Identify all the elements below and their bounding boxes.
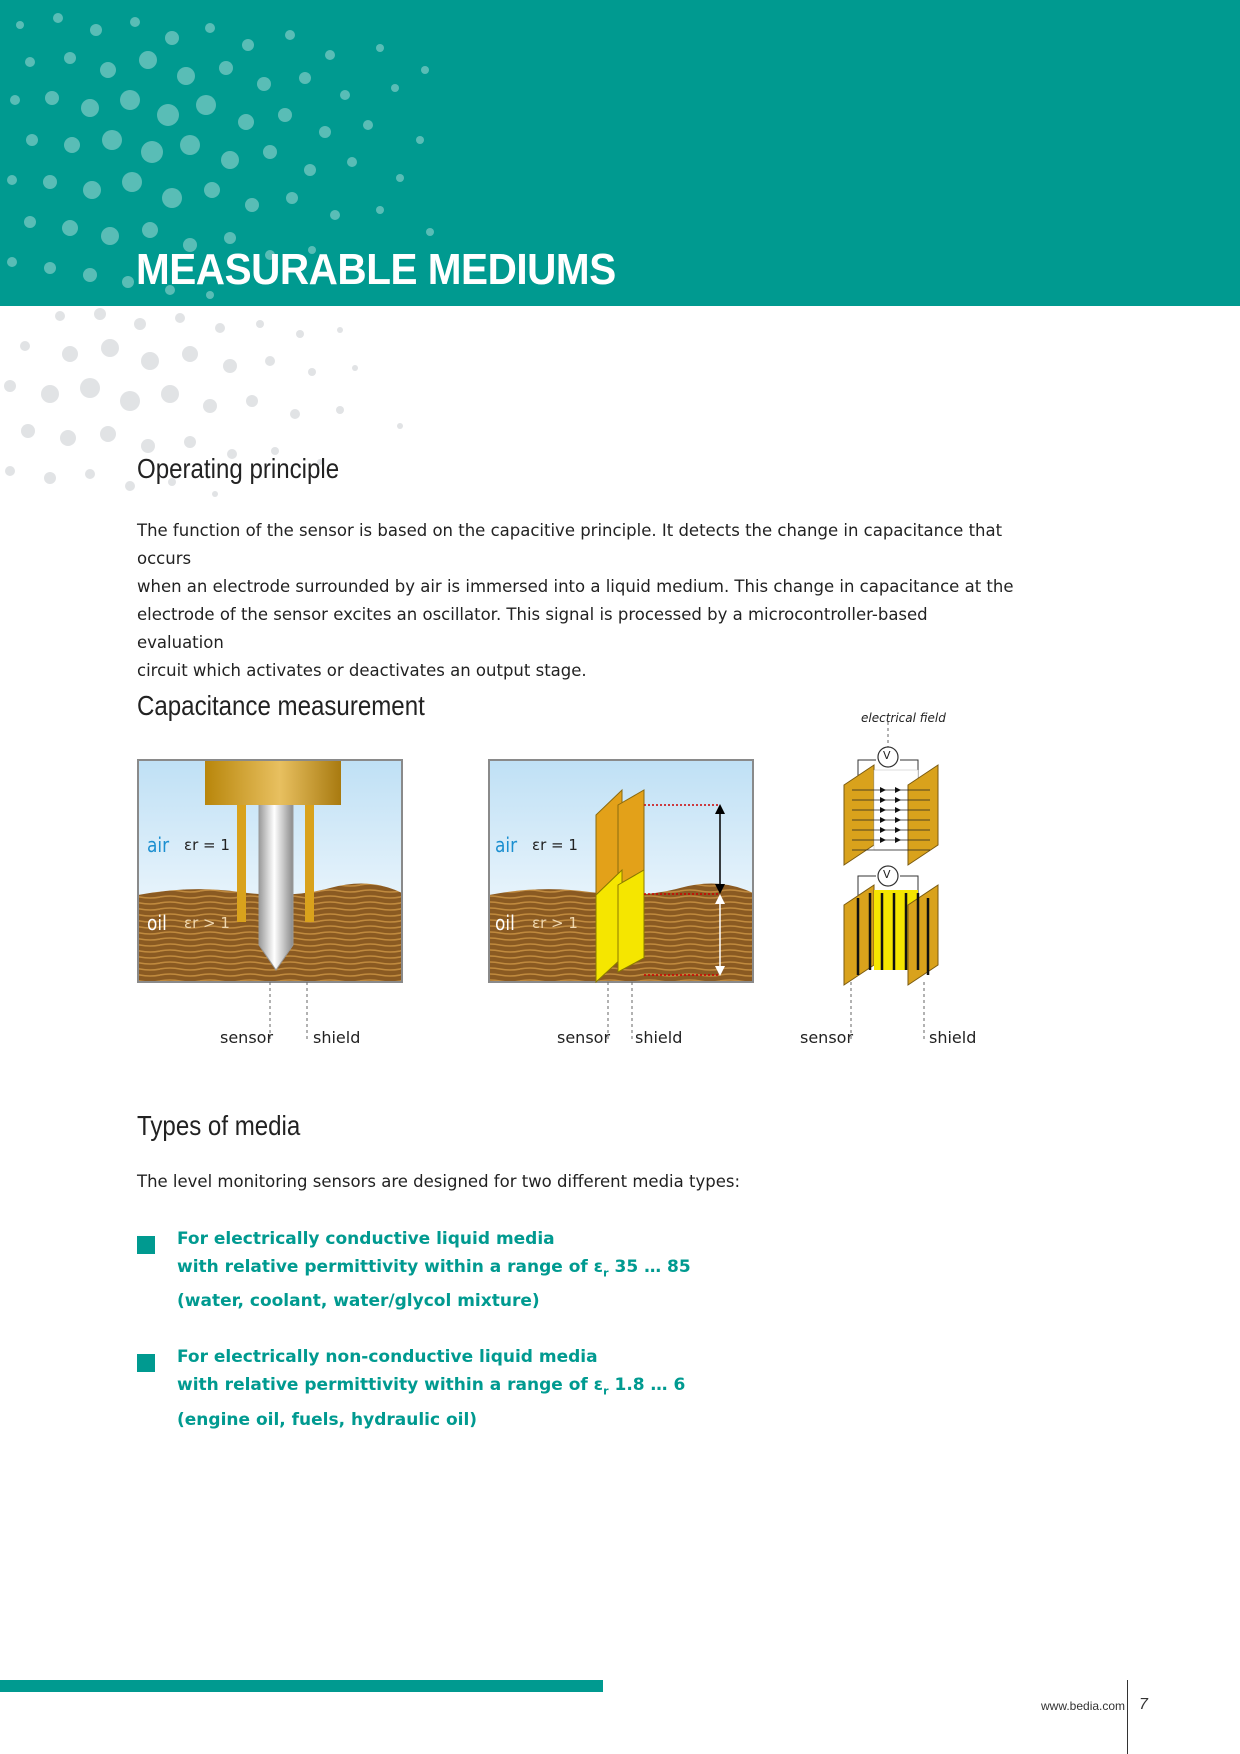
paragraph-line: when an electrode surrounded by air is immersed into a liquid medium. This change in capacitance at the xyxy=(137,577,1014,596)
shield-label: shield xyxy=(313,1028,361,1047)
sensor-label: sensor xyxy=(800,1028,854,1047)
plate-sensor-diagram xyxy=(489,760,753,1042)
page-title: MEASURABLE MEDIUMS xyxy=(136,245,616,294)
voltmeter-symbol: V xyxy=(883,749,891,762)
epsilon-air-label: εr = 1 xyxy=(532,836,578,854)
electrical-field-label: electrical field xyxy=(861,711,946,725)
section-heading-types-of-media: Types of media xyxy=(137,1110,301,1141)
epsilon-oil-label: εr > 1 xyxy=(184,914,230,932)
media-item-examples: (engine oil, fuels, hydraulic oil) xyxy=(177,1409,478,1430)
sensor-label: sensor xyxy=(220,1028,274,1047)
epsilon-air-label: εr = 1 xyxy=(184,836,230,854)
media-item-examples: (water, coolant, water/glycol mixture) xyxy=(177,1291,540,1312)
footer-bar xyxy=(0,1680,603,1692)
air-label: air xyxy=(147,833,170,857)
section-heading-operating-principle: Operating principle xyxy=(137,453,340,484)
shield-label: shield xyxy=(929,1028,977,1047)
media-item-permittivity: with relative permittivity within a range of $\varepsilon_r$ 35 … 85 xyxy=(177,1257,691,1280)
epsilon-oil-label: εr > 1 xyxy=(532,914,578,932)
paragraph-line: electrode of the sensor excites an oscillator. This signal is processed by a microcontroller-based evaluation xyxy=(137,605,928,652)
section-heading-capacitance-measurement: Capacitance measurement xyxy=(137,690,425,721)
paragraph-line: circuit which activates or deactivates an output stage. xyxy=(137,661,587,680)
oil-label: oil xyxy=(147,911,167,935)
bullet-square-icon xyxy=(137,1354,155,1372)
shield-label: shield xyxy=(635,1028,683,1047)
footer-divider xyxy=(1127,1680,1128,1754)
probe-sensor-diagram xyxy=(138,760,402,1042)
footer-url[interactable]: www.bedia.com xyxy=(1041,1699,1126,1713)
sensor-label: sensor xyxy=(557,1028,611,1047)
air-label: air xyxy=(495,833,518,857)
page-number: 7 xyxy=(1139,1696,1148,1713)
media-item-permittivity: with relative permittivity within a range of $\varepsilon_r$ 1.8 … 6 xyxy=(177,1375,686,1398)
voltmeter-symbol: V xyxy=(883,868,891,881)
electric-field-diagram xyxy=(844,722,938,1042)
media-intro: The level monitoring sensors are designed for two different media types: xyxy=(137,1172,740,1191)
bullet-square-icon xyxy=(137,1236,155,1254)
list-item xyxy=(137,1343,837,1433)
oil-label: oil xyxy=(495,911,515,935)
media-type-list xyxy=(137,1225,837,1462)
media-item-title: For electrically non-conductive liquid media xyxy=(177,1347,598,1368)
media-item-title: For electrically conductive liquid media xyxy=(177,1229,555,1249)
paragraph-line: The function of the sensor is based on the capacitive principle. It detects the change in capacitance that occurs xyxy=(137,521,1003,568)
list-item xyxy=(137,1225,837,1315)
